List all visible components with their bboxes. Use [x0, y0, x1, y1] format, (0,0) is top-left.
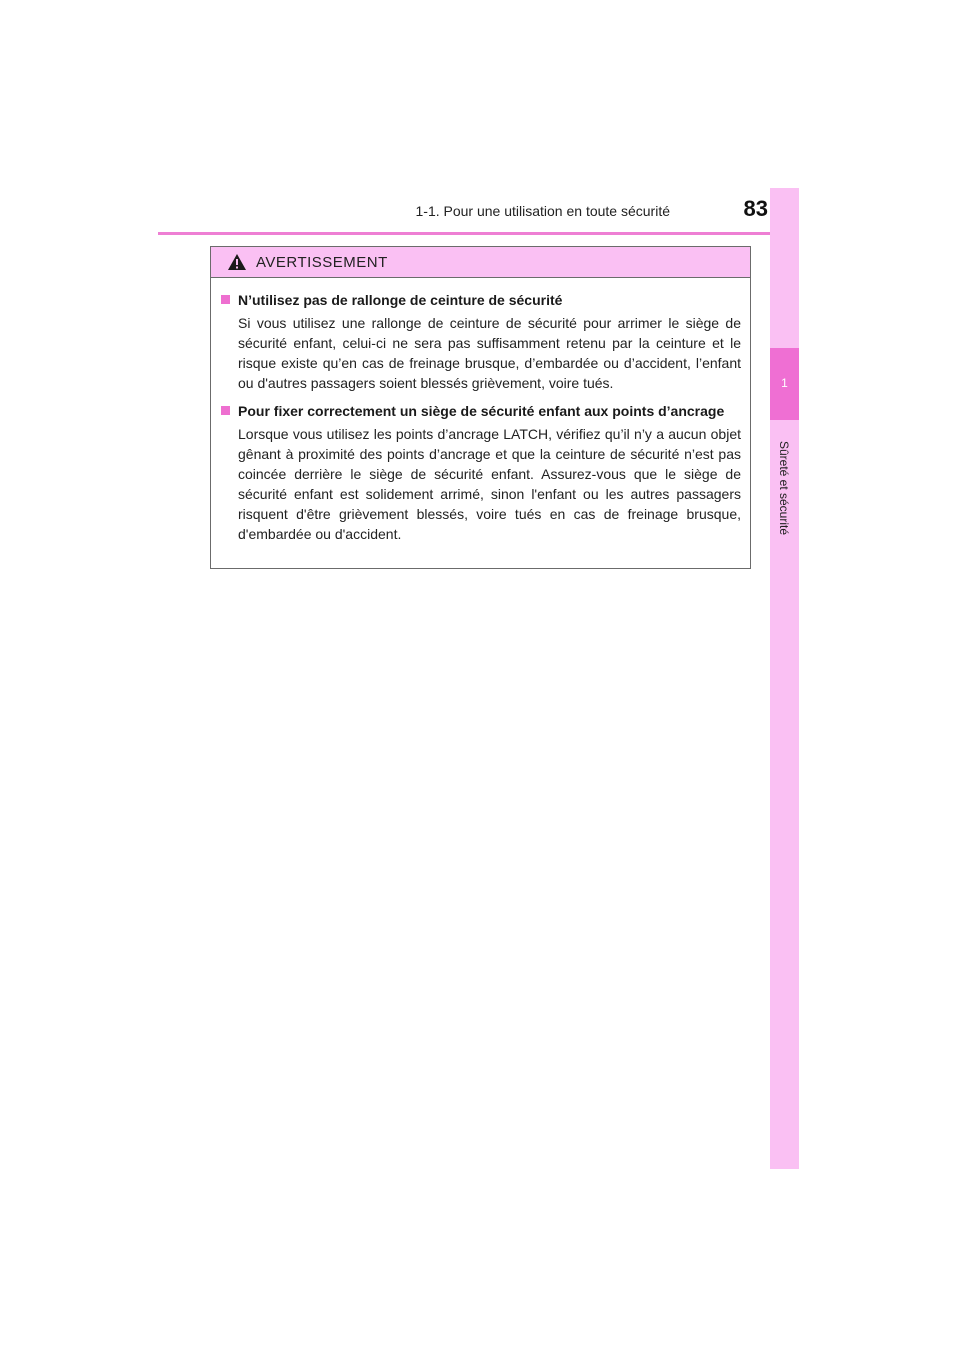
square-bullet-icon: [221, 406, 230, 415]
section-body: Si vous utilisez une rallonge de ceinture de sécurité pour arrimer le siège de sécurité enfant, celui-ci ne sera pas suffisamment retenu par la ceinture et le risque existe qu’en cas de freinage brusque, d’embardée ou d’accident, l’enfant ou d'autres passagers soient blessés grièvement, voire tués.: [238, 315, 741, 391]
warning-section: [221, 401, 741, 544]
section-title: N’utilisez pas de rallonge de ceinture de sécurité: [238, 292, 563, 308]
section-body: Lorsque vous utilisez les points d’ancrage LATCH, vérifiez qu’il n’y a aucun objet gênant à proximité des points d’ancrage et que la ceinture de sécurité n’est pas coincée derrière le siège de sécurité enfant. Assurez-vous que le siège de sécurité enfant est solidement arrimé, sinon l'enfant ou les autres passagers risquent d'être grièvement blessés, voire tués en cas de freinage brusque, d'embardée ou d'accident.: [238, 426, 741, 542]
section-heading: [221, 290, 741, 310]
section-title: Pour fixer correctement un siège de sécurité enfant aux points d’ancrage: [238, 403, 725, 419]
chapter-label: Sûreté et sécurité: [777, 440, 791, 536]
warning-box: [210, 246, 751, 569]
chapter-side-tab: [770, 188, 799, 1169]
header-divider: [158, 232, 799, 235]
section-heading: [221, 401, 741, 421]
chapter-number: 1: [781, 376, 788, 390]
page-number: 83: [743, 196, 768, 221]
square-bullet-icon: [221, 295, 230, 304]
warning-title: AVERTISSEMENT: [256, 253, 388, 271]
warning-header: [211, 247, 750, 278]
warning-section: [221, 290, 741, 393]
warning-triangle-icon: [227, 253, 247, 271]
chapter-header-title: 1-1. Pour une utilisation en toute sécurité: [415, 203, 670, 219]
